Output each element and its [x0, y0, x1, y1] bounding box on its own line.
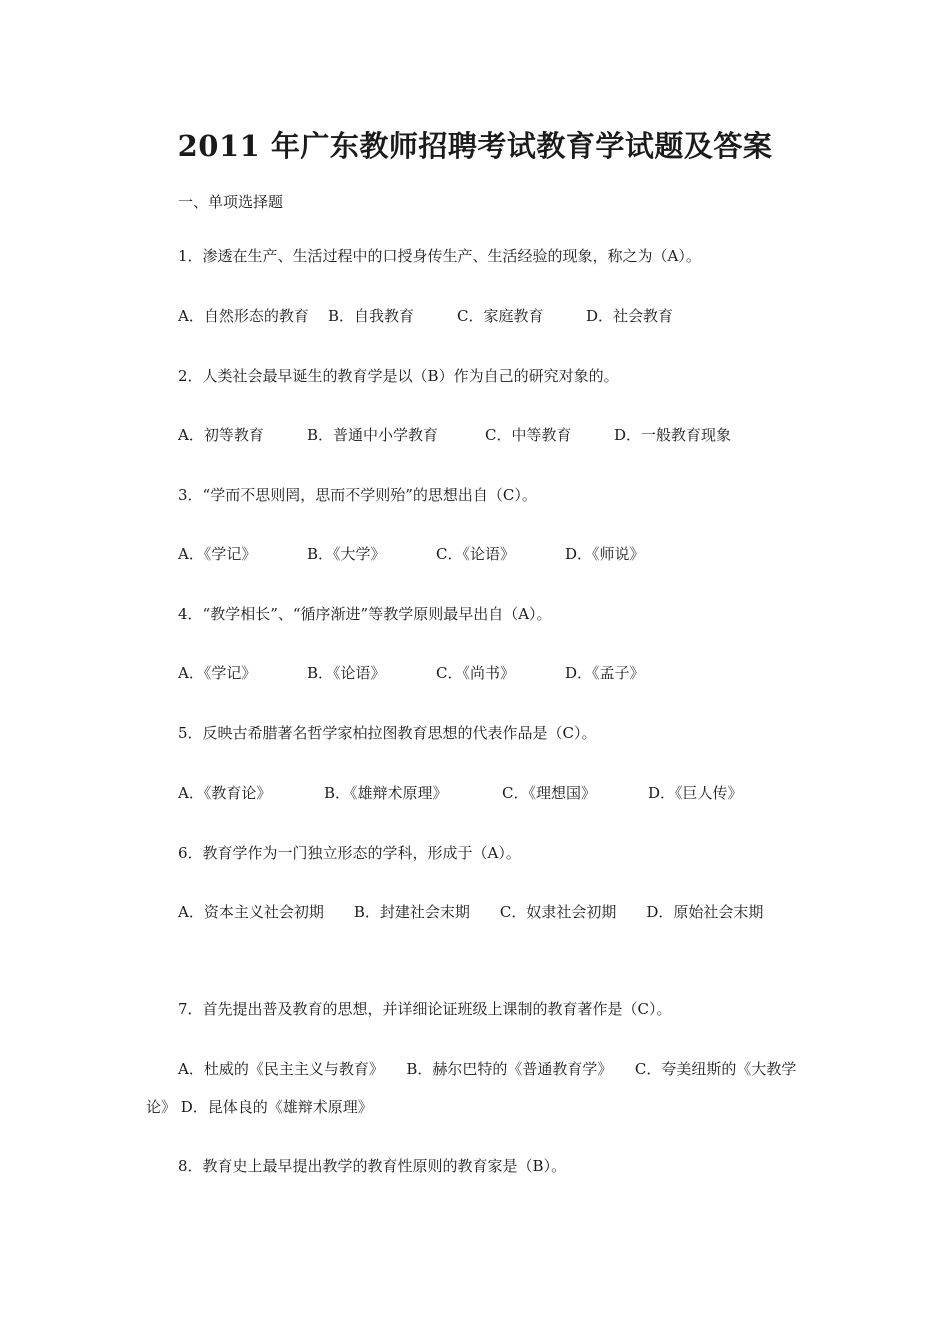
question-4-options — [178, 663, 645, 683]
option-c: C．《尚书》 — [436, 664, 515, 682]
question-5-options — [178, 783, 743, 803]
option-a: A．《学记》 — [178, 545, 257, 563]
question-6: 6．教育学作为一门独立形态的学科，形成于（A）。 — [178, 844, 521, 862]
question-7: 7．首先提出普及教育的思想，并详细论证班级上课制的教育著作是（C）。 — [178, 1000, 672, 1018]
option-d: D．《巨人传》 — [648, 784, 743, 802]
option-a: A．《学记》 — [178, 664, 257, 682]
option-a: A．初等教育 — [178, 426, 264, 444]
question-6-options: A．资本主义社会初期 B．封建社会末期 C．奴隶社会初期 D．原始社会末期 — [178, 903, 764, 921]
question-2-options — [178, 425, 731, 445]
option-d: D．《孟子》 — [565, 664, 645, 682]
option-d: D．《师说》 — [565, 545, 645, 563]
section-heading: 一、单项选择题 — [178, 193, 284, 211]
question-1: 1．渗透在生产、生活过程中的口授身传生产、生活经验的现象，称之为（A）。 — [178, 247, 701, 265]
option-a: A．《教育论》 — [178, 784, 272, 802]
question-8: 8．教育史上最早提出教学的教育性原则的教育家是（B）。 — [178, 1157, 567, 1175]
option-c: C．中等教育 — [485, 426, 572, 444]
option-b: B．《雄辩术原理》 — [324, 784, 448, 802]
question-3-options — [178, 544, 645, 564]
option-c: C．《论语》 — [436, 545, 515, 563]
question-1-options — [178, 306, 673, 326]
option-d: D．社会教育 — [586, 307, 674, 325]
option-b: B．《大学》 — [307, 545, 386, 563]
question-7-options: A．杜威的《民主主义与教育》 B．赫尔巴特的《普通教育学》 C．夸美纽斯的《大教学论》 D．昆体良的《雄辩术原理》 — [146, 1060, 797, 1116]
question-4: 4．“教学相长”、“循序渐进”等教学原则最早出自（A）。 — [178, 605, 552, 623]
option-c: C．家庭教育 — [457, 307, 544, 325]
option-b: B．自我教育 — [328, 307, 415, 325]
option-a: A．自然形态的教育 — [178, 307, 309, 325]
question-2: 2．人类社会最早诞生的教育学是以（B）作为自己的研究对象的。 — [178, 367, 619, 385]
option-b: B．《论语》 — [307, 664, 386, 682]
question-5: 5．反映古希腊著名哲学家柏拉图教育思想的代表作品是（C）。 — [178, 724, 597, 742]
option-c: C．《理想国》 — [502, 784, 596, 802]
question-3: 3．“学而不思则罔，思而不学则殆”的思想出自（C）。 — [178, 486, 537, 504]
option-d: D．一般教育现象 — [614, 426, 732, 444]
option-b: B．普通中小学教育 — [307, 426, 439, 444]
document-title: 2011 年广东教师招聘考试教育学试题及答案 — [177, 129, 773, 163]
